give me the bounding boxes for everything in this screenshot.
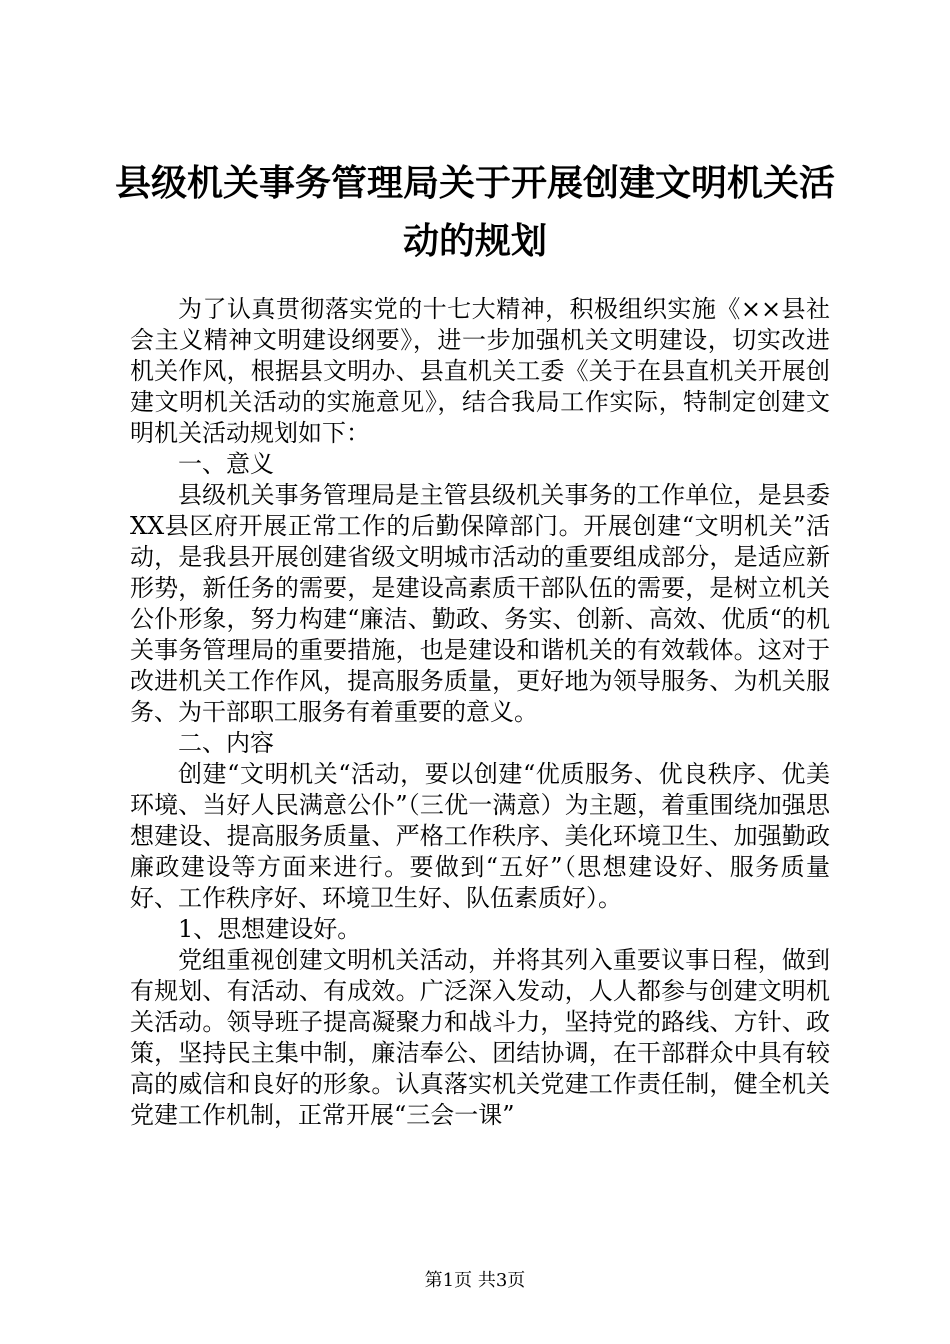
paragraph-intro: 为了认真贯彻落实党的十七大精神，积极组织实施《××县社会主义精神文明建设纲要》，进一步加强机关文明建设，切实改进机关作风，根据县文明办、县直机关工委《关于在县直机关开展创建文明机关活动的实施意见》，结合我局工作实际，特制定创建文明机关活动规划如下： [130,295,830,447]
document-title-line-2: 动的规划 [402,221,547,262]
paragraph-content: 创建“文明机关“活动，要以创建“优质服务、优良秩序、优美环境、当好人民满意公仆”（三优一满意）为主题，着重围绕加强思想建设、提高服务质量、严格工作秩序、美化环境卫生、加强勤政廉政建设等方面来进行。要做到“五好”（思想建设好、服务质量好、工作秩序好、环境卫生好、队伍素质好）。 [130,760,830,912]
paragraph-ideology: 党组重视创建文明机关活动，并将其列入重要议事日程，做到有规划、有活动、有成效。广泛深入发动，人人都参与创建文明机关活动。领导班子提高凝聚力和战斗力，坚持党的路线、方针、政策，坚持民主集中制，廉洁奉公、团结协调，在干部群众中具有较高的威信和良好的形象。认真落实机关党建工作责任制，健全机关党建工作机制，正常开展“三会一课” [130,946,830,1129]
document-title-line-1: 县级机关事务管理局关于开展创建文明机关活 [114,163,835,204]
document-body [130,294,830,1131]
subsection-heading-ideology: 1、思想建设好。 [178,915,362,943]
section-heading-content: 二、内容 [178,729,274,757]
paragraph-significance: 县级机关事务管理局是主管县级机关事务的工作单位，是县委XX县区府开展正常工作的后勤保障部门。开展创建“文明机关”活动，是我县开展创建省级文明城市活动的重要组成部分，是适应新形势，新任务的需要，是建设高素质干部队伍的需要，是树立机关公仆形象，努力构建“廉洁、勤政、务实、创新、高效、优质“的机关事务管理局的重要措施，也是建设和谐机关的有效载体。这对于改进机关工作作风，提高服务质量，更好地为领导服务、为机关服务、为干部职工服务有着重要的意义。 [130,481,830,726]
section-heading-significance: 一、意义 [178,450,274,478]
page-footer: 第1页 共3页 [424,1270,526,1291]
